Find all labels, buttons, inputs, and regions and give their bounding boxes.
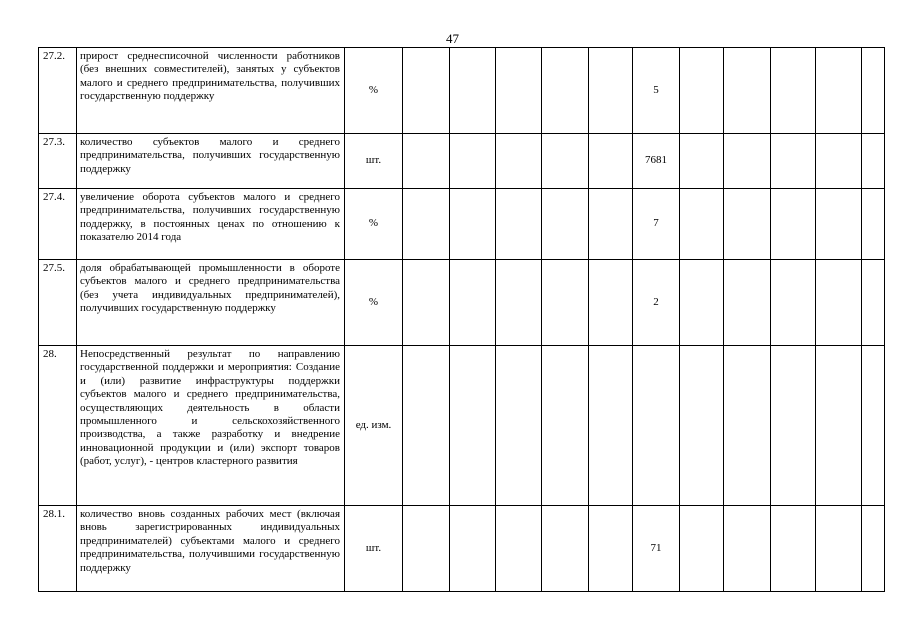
- empty-cell: [403, 506, 450, 592]
- row-value: [633, 346, 680, 506]
- row-number: 28.1.: [39, 506, 77, 592]
- empty-cell: [816, 260, 862, 346]
- empty-cell: [724, 260, 771, 346]
- row-unit: шт.: [345, 134, 403, 189]
- empty-cell: [450, 506, 496, 592]
- row-value: 7: [633, 189, 680, 260]
- row-description: Непосредственный результат по направлению государственной поддержки и мероприятия: Создание и (или) развитие инфраструктуры поддержки субъектов малого и среднего предпринимательства, осуществляющих деятельность в области промышленного и сельскохозяйственного производства, а также разработку и внедрение инновационной продукции и (или) экспорт товаров (работ, услуг), - центров кластерного развития: [77, 346, 345, 506]
- empty-cell: [816, 346, 862, 506]
- empty-cell: [450, 134, 496, 189]
- empty-cell: [680, 346, 724, 506]
- empty-cell: [403, 346, 450, 506]
- empty-cell: [450, 260, 496, 346]
- empty-cell: [724, 189, 771, 260]
- empty-cell: [862, 260, 885, 346]
- indicators-table: [38, 47, 885, 592]
- empty-cell: [589, 48, 633, 134]
- row-number: 27.4.: [39, 189, 77, 260]
- empty-cell: [403, 189, 450, 260]
- row-description: количество вновь созданных рабочих мест (включая вновь зарегистрированных индивидуальных предпринимателей) субъектами малого и среднего предпринимательства, получившими государственную поддержку: [77, 506, 345, 592]
- empty-cell: [771, 260, 816, 346]
- row-unit: ед. изм.: [345, 346, 403, 506]
- empty-cell: [816, 506, 862, 592]
- empty-cell: [496, 346, 542, 506]
- row-unit: %: [345, 189, 403, 260]
- empty-cell: [862, 346, 885, 506]
- row-unit: %: [345, 48, 403, 134]
- empty-cell: [450, 48, 496, 134]
- empty-cell: [403, 260, 450, 346]
- empty-cell: [496, 48, 542, 134]
- empty-cell: [542, 189, 589, 260]
- row-number: 27.5.: [39, 260, 77, 346]
- empty-cell: [589, 346, 633, 506]
- empty-cell: [589, 506, 633, 592]
- row-description: количество субъектов малого и среднего предпринимательства, получивших государственную поддержку: [77, 134, 345, 189]
- empty-cell: [542, 260, 589, 346]
- table-row: [39, 260, 885, 346]
- empty-cell: [403, 48, 450, 134]
- table-row: [39, 134, 885, 189]
- empty-cell: [816, 134, 862, 189]
- empty-cell: [724, 48, 771, 134]
- row-unit: шт.: [345, 506, 403, 592]
- empty-cell: [771, 346, 816, 506]
- empty-cell: [771, 48, 816, 134]
- empty-cell: [496, 189, 542, 260]
- empty-cell: [450, 346, 496, 506]
- row-unit: %: [345, 260, 403, 346]
- table-row: [39, 506, 885, 592]
- empty-cell: [496, 506, 542, 592]
- empty-cell: [589, 189, 633, 260]
- empty-cell: [542, 134, 589, 189]
- empty-cell: [862, 189, 885, 260]
- empty-cell: [771, 134, 816, 189]
- empty-cell: [496, 134, 542, 189]
- empty-cell: [771, 506, 816, 592]
- empty-cell: [724, 134, 771, 189]
- row-number: 27.3.: [39, 134, 77, 189]
- row-value: 5: [633, 48, 680, 134]
- empty-cell: [680, 260, 724, 346]
- empty-cell: [680, 48, 724, 134]
- row-description: доля обрабатывающей промышленности в обороте субъектов малого и среднего предпринимательства (без учета индивидуальных предпринимателей), получивших государственную поддержку: [77, 260, 345, 346]
- empty-cell: [862, 48, 885, 134]
- empty-cell: [496, 260, 542, 346]
- page-number: 47: [446, 31, 459, 46]
- empty-cell: [724, 506, 771, 592]
- empty-cell: [771, 189, 816, 260]
- table-row: [39, 189, 885, 260]
- empty-cell: [589, 260, 633, 346]
- row-number: 27.2.: [39, 48, 77, 134]
- row-description: прирост среднесписочной численности работников (без внешних совместителей), занятых у субъектов малого и среднего предпринимательства, получивших государственную поддержку: [77, 48, 345, 134]
- empty-cell: [680, 506, 724, 592]
- table-row: [39, 346, 885, 506]
- empty-cell: [542, 506, 589, 592]
- table-row: [39, 48, 885, 134]
- empty-cell: [724, 346, 771, 506]
- row-value: 71: [633, 506, 680, 592]
- empty-cell: [450, 189, 496, 260]
- row-description: увеличение оборота субъектов малого и среднего предпринимательства, получивших государственную поддержку, в постоянных ценах по отношению к показателю 2014 года: [77, 189, 345, 260]
- empty-cell: [816, 189, 862, 260]
- empty-cell: [589, 134, 633, 189]
- row-number: 28.: [39, 346, 77, 506]
- empty-cell: [542, 48, 589, 134]
- empty-cell: [680, 189, 724, 260]
- row-value: 7681: [633, 134, 680, 189]
- row-value: 2: [633, 260, 680, 346]
- empty-cell: [862, 134, 885, 189]
- empty-cell: [816, 48, 862, 134]
- empty-cell: [680, 134, 724, 189]
- empty-cell: [542, 346, 589, 506]
- empty-cell: [403, 134, 450, 189]
- empty-cell: [862, 506, 885, 592]
